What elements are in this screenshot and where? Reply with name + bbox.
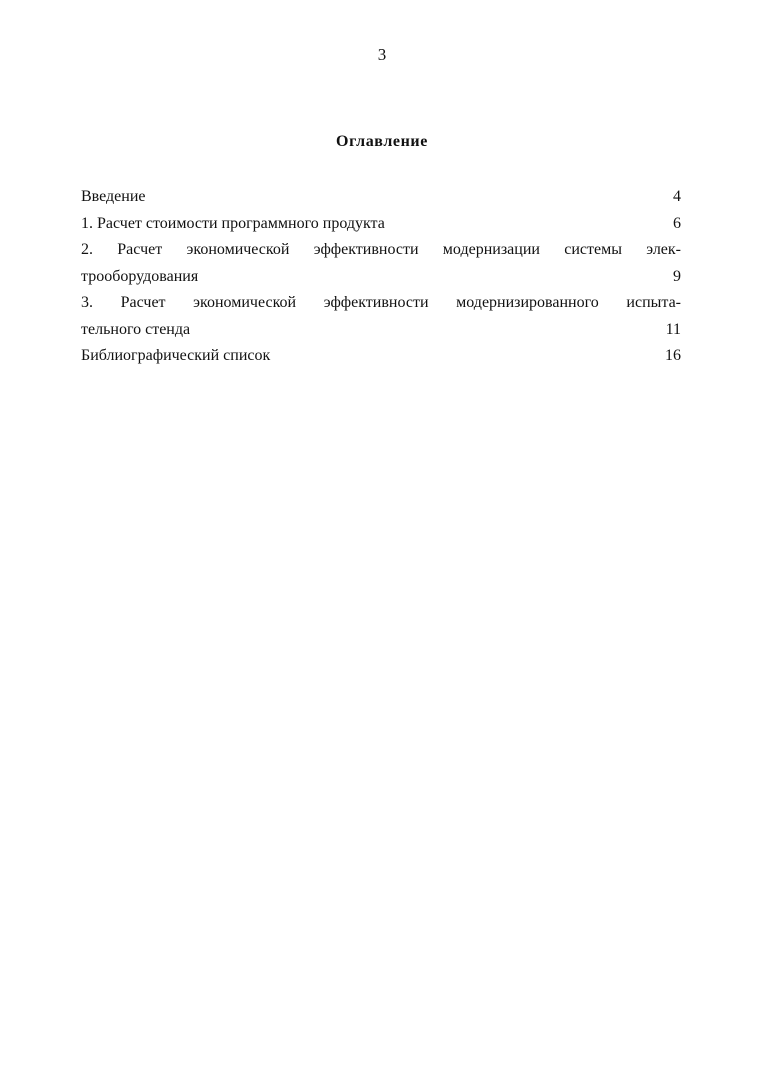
table-of-contents — [81, 184, 681, 370]
toc-entry-introduction[interactable] — [81, 184, 681, 211]
toc-entry-text-continued: трооборудования — [81, 267, 199, 285]
toc-line — [81, 211, 681, 238]
toc-page-number: 9 — [673, 267, 681, 285]
toc-page-number: 6 — [673, 214, 681, 232]
toc-entry-text: 1. Расчет стоимости программного продукта — [81, 214, 385, 232]
toc-entry-text: Введение — [81, 188, 146, 205]
toc-entry-text: 2. Расчет экономической эффективности модернизации системы элек- — [81, 241, 681, 258]
toc-entry-text: 3. Расчет экономической эффективности модернизированного испыта- — [81, 294, 681, 311]
toc-line — [81, 290, 681, 317]
toc-line — [81, 264, 681, 291]
toc-line — [81, 184, 681, 211]
toc-entry-bibliography[interactable] — [81, 343, 681, 370]
toc-entry-section-2[interactable] — [81, 237, 681, 290]
toc-page-number: 11 — [665, 320, 681, 338]
toc-entry-text: Библиографический список — [81, 347, 271, 364]
toc-line — [81, 317, 681, 344]
toc-entry-section-1[interactable] — [81, 211, 681, 238]
page-number: 3 — [377, 45, 387, 64]
toc-page-number: 4 — [673, 188, 681, 205]
toc-title: Оглавление — [336, 133, 428, 150]
toc-entry-text-continued: тельного стенда — [81, 320, 191, 338]
toc-line — [81, 237, 681, 264]
toc-entry-section-3[interactable] — [81, 290, 681, 343]
toc-line — [81, 343, 681, 370]
toc-page-number: 16 — [665, 347, 681, 364]
